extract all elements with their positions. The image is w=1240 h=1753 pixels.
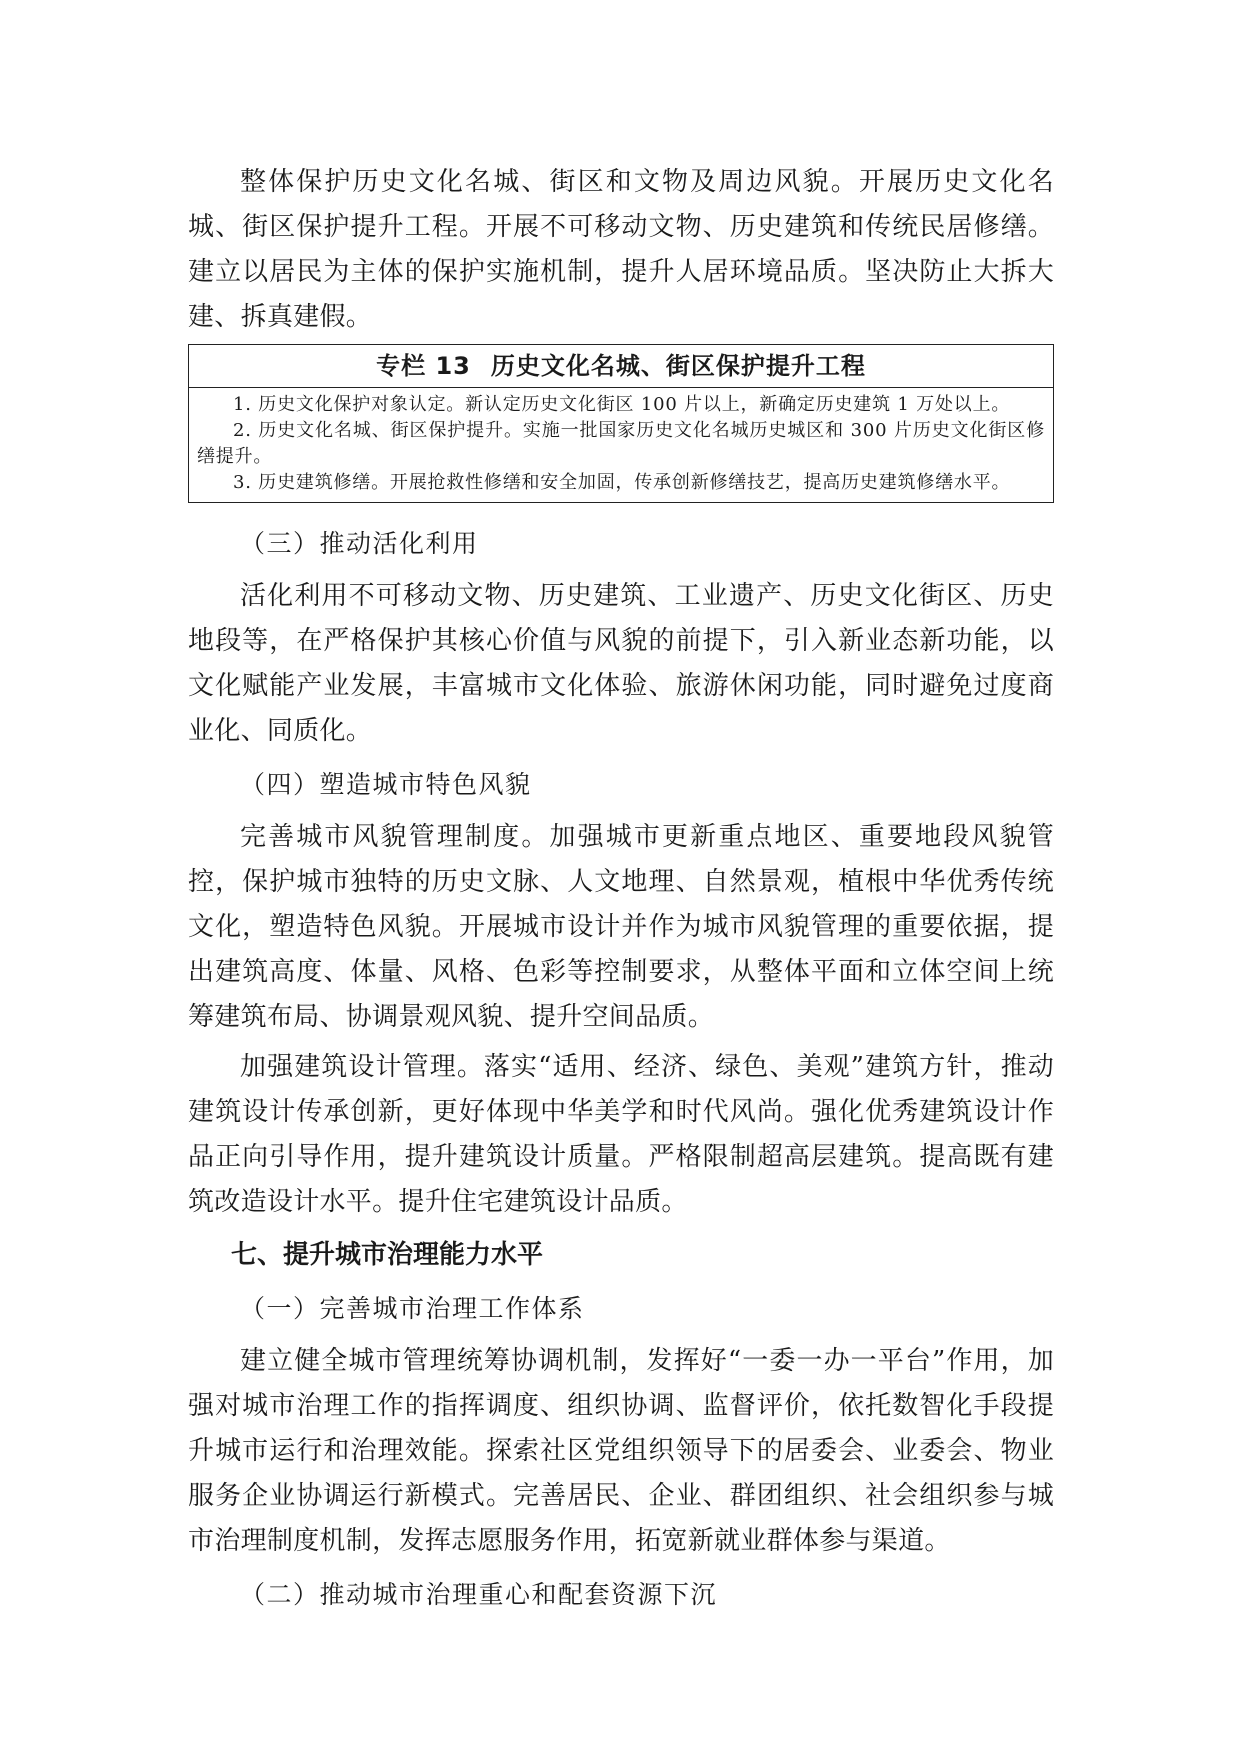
feature-box-item: 3. 历史建筑修缮。开展抢救性修缮和安全加固，传承创新修缮技艺，提高历史建筑修缮水平。	[233, 472, 1011, 493]
feature-box-title	[189, 345, 1053, 388]
feature-box-label: 专栏 13	[376, 352, 471, 380]
feature-box-body	[189, 388, 1053, 502]
paragraph-activation-use: 活化利用不可移动文物、历史建筑、工业遗产、历史文化街区、历史地段等，在严格保护其核心价值与风貌的前提下，引入新业态新功能，以文化赋能产业发展，丰富城市文化体验、旅游休闲功能，同时避免过度商业化、同质化。	[188, 581, 1054, 746]
paragraph-heritage-protection: 整体保护历史文化名城、街区和文物及周边风貌。开展历史文化名城、街区保护提升工程。开展不可移动文物、历史建筑和传统民居修缮。建立以居民为主体的保护实施机制，提升人居环境品质。坚决防止大拆大建、拆真建假。	[188, 167, 1054, 332]
paragraph-architecture-design: 加强建筑设计管理。落实“适用、经济、绿色、美观”建筑方针，推动建筑设计传承创新，更好体现中华美学和时代风尚。强化优秀建筑设计作品正向引导作用，提升建筑设计质量。严格限制超高层建筑。提高既有建筑改造设计水平。提升住宅建筑设计品质。	[188, 1052, 1054, 1217]
heading-city-governance: 七、提升城市治理能力水平	[231, 1240, 544, 1270]
heading-city-style: （四）塑造城市特色风貌	[240, 770, 532, 799]
feature-box-13	[188, 344, 1054, 503]
feature-box-item: 2. 历史文化名城、街区保护提升。实施一批国家历史文化名城历史城区和 300 片历史文化街区修缮提升。	[197, 420, 1045, 467]
heading-resource-sinking: （二）推动城市治理重心和配套资源下沉	[240, 1580, 718, 1609]
document-page	[188, 160, 1054, 1617]
feature-box-heading: 历史文化名城、街区保护提升工程	[490, 352, 866, 380]
paragraph-governance-system: 建立健全城市管理统筹协调机制，发挥好“一委一办一平台”作用，加强对城市治理工作的指挥调度、组织协调、监督评价，依托数智化手段提升城市运行和治理效能。探索社区党组织领导下的居委会、业委会、物业服务企业协调运行新模式。完善居民、企业、群团组织、社会组织参与城市治理制度机制，发挥志愿服务作用，拓宽新就业群体参与渠道。	[188, 1346, 1054, 1556]
feature-box-item: 1. 历史文化保护对象认定。新认定历史文化街区 100 片以上，新确定历史建筑 1 万处以上。	[233, 394, 1011, 415]
heading-activation-use: （三）推动活化利用	[240, 529, 479, 558]
paragraph-city-style: 完善城市风貌管理制度。加强城市更新重点地区、重要地段风貌管控，保护城市独特的历史文脉、人文地理、自然景观，植根中华优秀传统文化，塑造特色风貌。开展城市设计并作为城市风貌管理的重要依据，提出建筑高度、体量、风格、色彩等控制要求，从整体平面和立体空间上统筹建筑布局、协调景观风貌、提升空间品质。	[188, 822, 1054, 1032]
heading-governance-system: （一）完善城市治理工作体系	[240, 1294, 585, 1323]
